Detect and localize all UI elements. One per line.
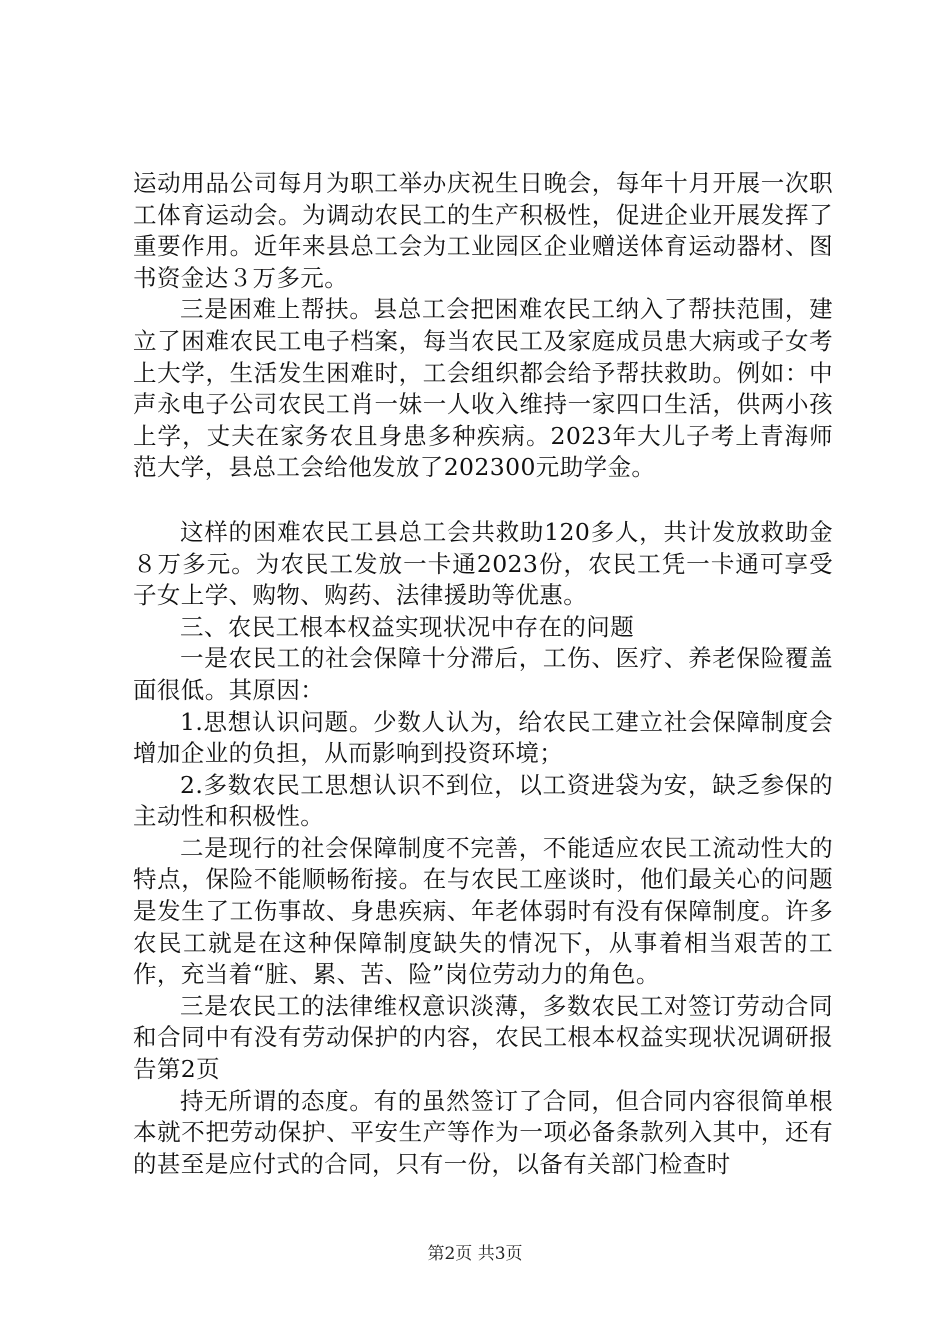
list-item-1: 1.思想认识问题。少数人认为，给农民工建立社会保障制度会增加企业的负担，从而影响到投资环境； xyxy=(133,707,833,768)
paragraph-6: 三是农民工的法律维权意识淡薄，多数农民工对签订劳动合同和合同中有没有劳动保护的内容，农民工根本权益实现状况调研报告第2页 xyxy=(133,991,833,1084)
list-item-2: 2.多数农民工思想认识不到位，以工资进袋为安，缺乏参保的主动性和积极性。 xyxy=(133,770,833,831)
section-heading: 三、农民工根本权益实现状况中存在的问题 xyxy=(180,612,635,641)
document-body xyxy=(133,168,833,1180)
paragraph-4: 一是农民工的社会保障十分滞后，工伤、医疗、养老保险覆盖面很低。其原因： xyxy=(133,644,833,704)
paragraph-7: 持无所谓的态度。有的虽然签订了合同，但合同内容很简单根本就不把劳动保护、平安生产等作为一项必备条款列入其中，还有的甚至是应付式的合同，只有一份，以备有关部门检查时 xyxy=(133,1086,833,1178)
paragraph-5: 二是现行的社会保障制度不完善，不能适应农民工流动性大的特点，保险不能顺畅衔接。在与农民工座谈时，他们最关心的问题是发生了工伤事故、身患疾病、年老体弱时有没有保障制度。许多农民工就是在这种保障制度缺失的情况下，从事着相当艰苦的工作，充当着“脏、累、苦、险”岗位劳动力的角色。 xyxy=(133,833,833,989)
paragraph-1: 运动用品公司每月为职工举办庆祝生日晚会，每年十月开展一次职工体育运动会。为调动农民工的生产积极性，促进企业开展发挥了重要作用。近年来县总工会为工业园区企业赠送体育运动器材、图书资金达３万多元。 xyxy=(133,169,833,292)
paragraph-2: 三是困难上帮扶。县总工会把困难农民工纳入了帮扶范围，建立了困难农民工电子档案，每当农民工及家庭成员患大病或子女考上大学，生活发生困难时，工会组织都会给予帮扶救助。例如：中声永电子公司农民工肖一妹一人收入维持一家四口生活，供两小孩上学，丈夫在家务农且身患多种疾病。2023年大儿子考上青海师范大学，县总工会给他发放了202300元助学金。 xyxy=(133,295,833,482)
page-footer: 第2页 共3页 xyxy=(427,1244,523,1264)
paragraph-3: 这样的困难农民工县总工会共救助120多人，共计发放救助金８万多元。为农民工发放一卡通2023份，农民工凭一卡通可享受子女上学、购物、购药、法律援助等优惠。 xyxy=(133,517,833,610)
